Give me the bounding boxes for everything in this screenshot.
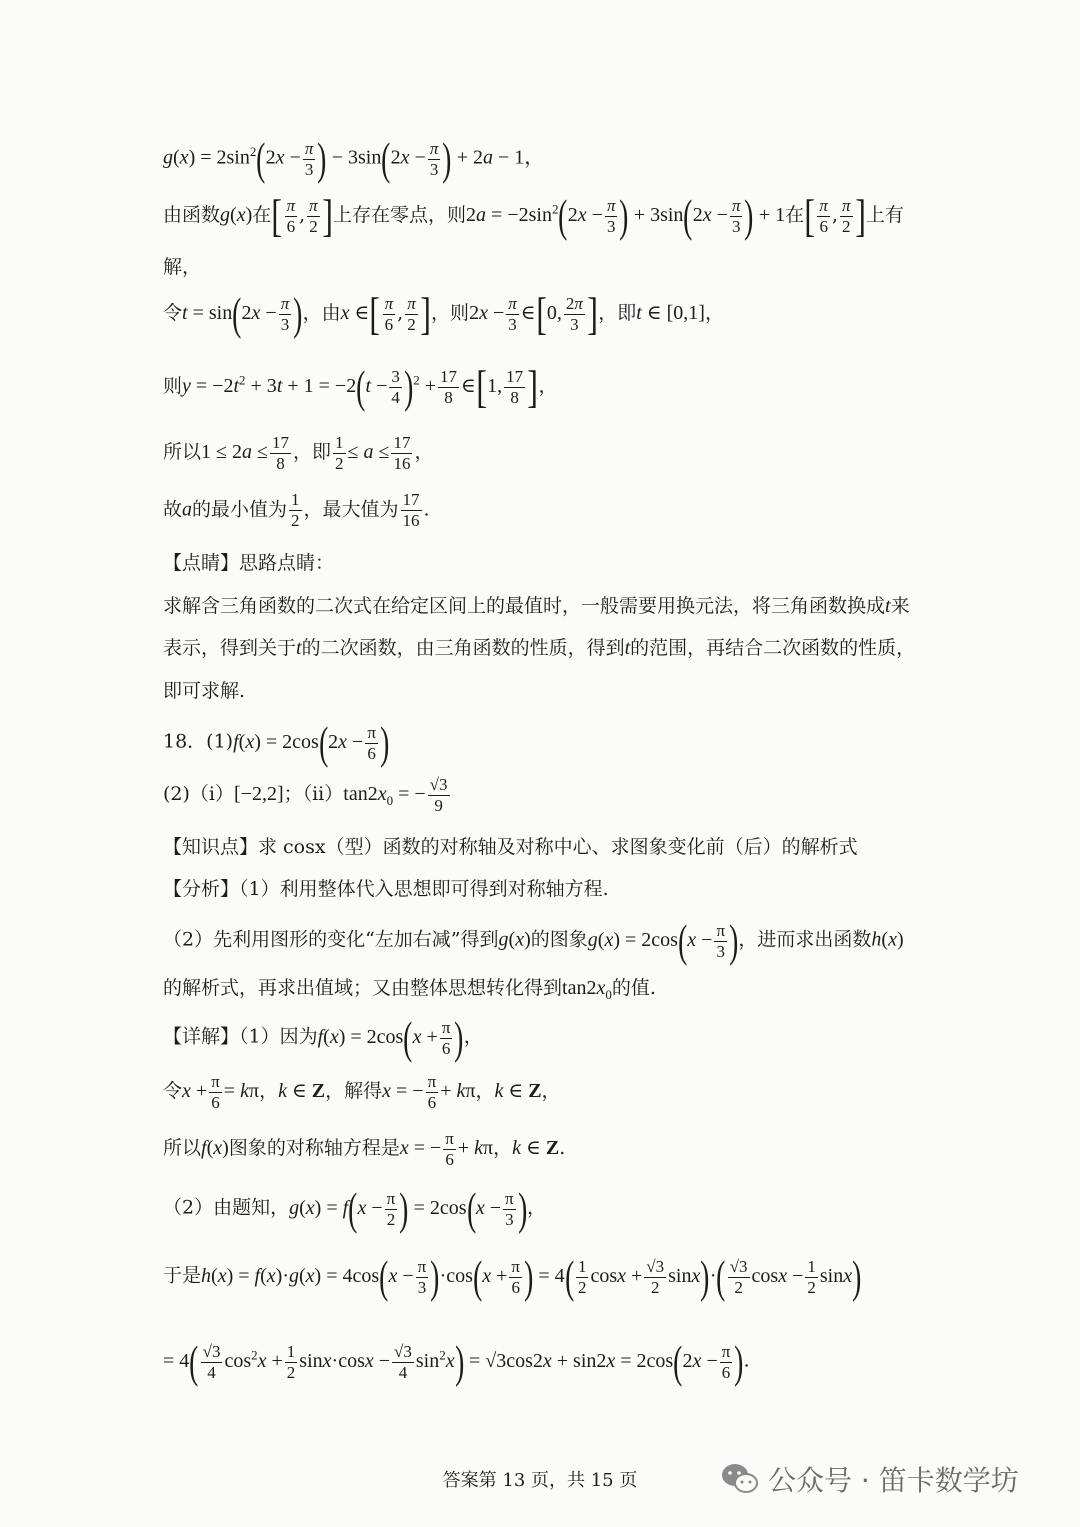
equation-g: $g(x) = 2\sin^2(2x$ − $\frac{\pi}{3}$ ) − 3sin(2x − $\frac{\pi}{3}$ ) + 2a − 1，	[163, 133, 545, 184]
range-line: 所以1 ≤ 2a ≤ $\frac{17}{8}$ ，即 $\frac{1}{2}$ ≤ a ≤ $\frac{17}{16}$ ，	[163, 433, 434, 473]
analysis-1: 【分析】（1）利用整体代入思想即可得到对称轴方程.	[163, 878, 609, 900]
knowledge-point: 【知识点】求 cosx（型）函数的对称轴及对称中心、求图象变化前（后）的解析式	[163, 836, 858, 858]
detail-2: （2）由题知，g(x) = f(x − $\frac{\pi}{2}$ ) = 2cos(x − $\frac{\pi}{3}$ )，	[163, 1183, 546, 1234]
wechat-icon	[720, 1462, 760, 1496]
text-line: 的解析式，再求出值域；又由整体思想转化得到$\tan 2x_0$的值.	[163, 977, 656, 1002]
detail-1: 【详解】（1）因为f(x) = 2cos(x + $\frac{\pi}{6}$ )，	[163, 1012, 483, 1063]
axis-conclusion: 所以f(x)图象的对称轴方程是x = − $\frac{\pi}{6}$ + kπ，k ∈ Z.	[163, 1129, 566, 1169]
h-expression: 于是h(x) = f(x)·g(x) = 4cos(x − $\frac{\pi}{3}$ )·cos(x + $\frac{\pi}{6}$ ) = 4( $\frac{1}{2}$ cosx + $\frac{√3}{2}$ sinx)·( $\frac{√3}{2}$ cosx − $\frac{1}{2}$ sinx)	[163, 1251, 862, 1302]
text-line: 求解含三角函数的二次式在给定区间上的最值时，一般需要用换元法，将三角函数换成t来	[163, 595, 910, 617]
text-line: 即可求解.	[163, 680, 246, 702]
text-line: 表示，得到关于t的二次函数，由三角函数的性质，得到t的范围，再结合二次函数的性质，	[163, 637, 916, 659]
zero-point-condition: 由函数g(x)在[ $\frac{\pi}{6}$ , $\frac{\pi}{2}$ ]上存在零点，则$2a = -2\sin^2(2x$ − $\frac{\pi}{3}$ ) + 3sin(2x − $\frac{\pi}{3}$ ) + 1在[ $\frac{\pi}{6}$ , $\frac{\pi}{2}$ ]上有	[163, 190, 904, 242]
watermark-text: 公众号 · 笛卡数学坊	[768, 1464, 1019, 1497]
analysis-2: （2）先利用图形的变化“左加右减”得到g(x)的图象g(x) = 2cos(x − $\frac{\pi}{3}$ )，进而求出函数h(x)	[163, 915, 904, 966]
quadratic-line: 则$y = -2t^2 + 3t + 1 = -2(t$ − $\frac{3}{4}$ )$^2$ + $\frac{17}{8}$ ∈[1, $\frac{17}{8}$ ]，	[163, 361, 558, 413]
page-footer: 答案第 13 页，共 15 页	[442, 1470, 638, 1491]
watermark	[720, 1459, 1019, 1499]
section-heading: 【点睛】思路点睛：	[163, 552, 335, 574]
substitution-line: 令t = sin(2x − $\frac{\pi}{3}$ )，由x ∈[ $\frac{\pi}{6}$ , $\frac{\pi}{2}$ ]，则2x − $\frac{\pi}{3}$ ∈[0, $\frac{2\pi}{3}$ ]，即t ∈ [0,1]，	[163, 288, 724, 340]
axis-equation: 令x + $\frac{\pi}{6}$ = kπ，k ∈ Z，解得x = − $\frac{\pi}{6}$ + kπ，k ∈ Z，	[163, 1072, 561, 1112]
h-simplified: = 4( $\frac{√3}{4}$ $\cos^2x$ + $\frac{1}{2}$ sinx·cosx − $\frac{√3}{4}$ $\sin^2x) = √3\cos 2x + \sin 2x = 2\cos(2x$ − $\frac{\pi}{6}$ ).	[163, 1336, 750, 1387]
conclusion-line: 故a的最小值为 $\frac{1}{2}$ ，最大值为 $\frac{17}{16}$ .	[163, 490, 430, 530]
answer-18-2: (2)（i）[−2,2]；$(ii)\tan 2x_0$ = − $\frac{√3}{9}$	[163, 775, 448, 815]
text-line: 解，	[163, 256, 202, 278]
answer-18-1: 18．(1)f(x) = 2cos(2x − $\frac{\pi}{6}$ )	[163, 717, 390, 768]
